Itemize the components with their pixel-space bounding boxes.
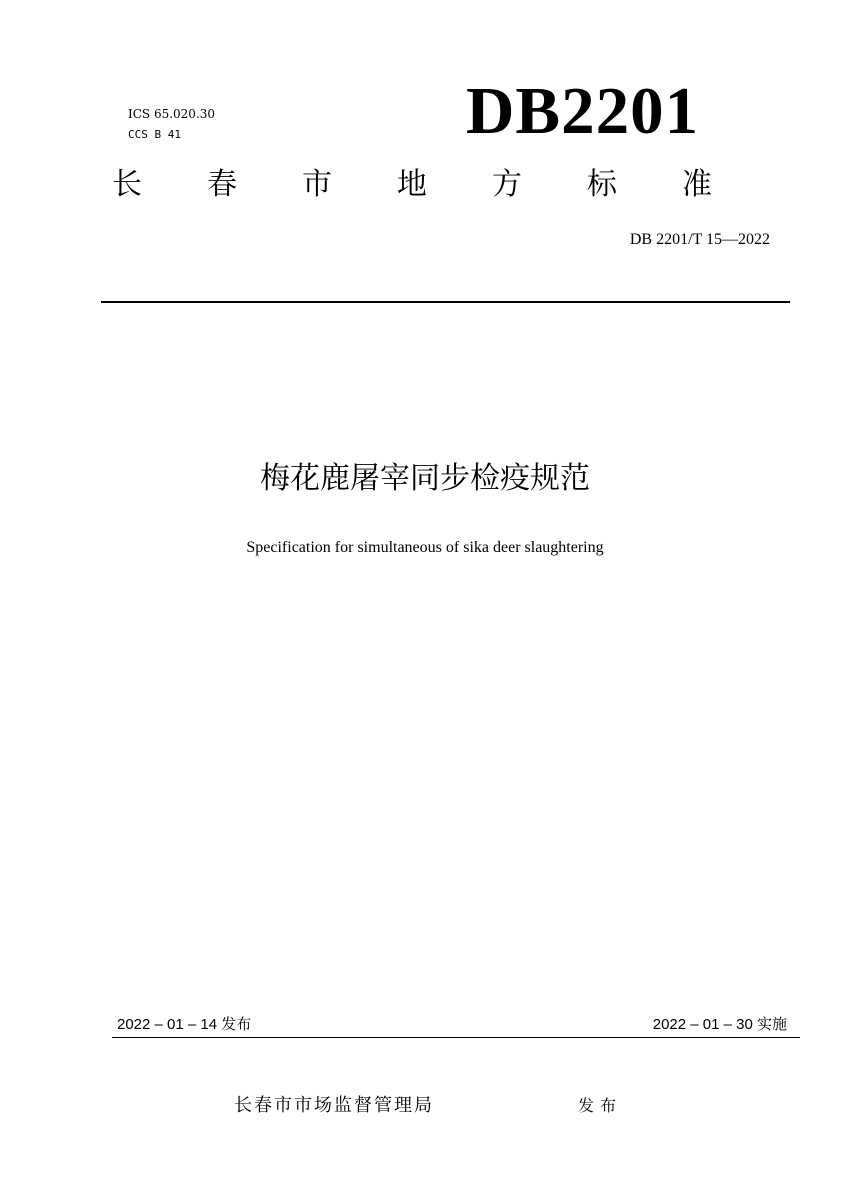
footer-divider <box>112 1037 800 1038</box>
document-title-zh: 梅花鹿屠宰同步检疫规范 <box>260 461 590 496</box>
city-standard-char: 地 <box>397 167 427 202</box>
issue-date: 2022 – 01 – 14 发布 <box>117 1016 252 1033</box>
city-standard-char: 准 <box>682 167 712 202</box>
city-standard-char: 标 <box>587 167 617 202</box>
ccs-code: CCS B 41 <box>128 128 181 141</box>
ics-code: ICS 65.020.30 <box>128 107 216 121</box>
document-title-en: Specification for simultaneous of sika deer slaughtering <box>246 539 604 556</box>
city-standard-char: 长 <box>112 167 142 202</box>
publisher-name: 长春市市场监督管理局 <box>234 1095 434 1116</box>
city-standard-char: 春 <box>207 167 237 202</box>
db-code-heading: DB2201 <box>466 74 700 148</box>
header-divider <box>101 301 790 303</box>
city-standard-char: 方 <box>492 167 522 202</box>
publish-label: 发布 <box>578 1096 623 1115</box>
standard-number: DB 2201/T 15—2022 <box>629 231 770 248</box>
city-standard-heading <box>112 165 712 205</box>
city-standard-char: 市 <box>302 167 332 202</box>
implementation-date: 2022 – 01 – 30 实施 <box>652 1016 787 1033</box>
